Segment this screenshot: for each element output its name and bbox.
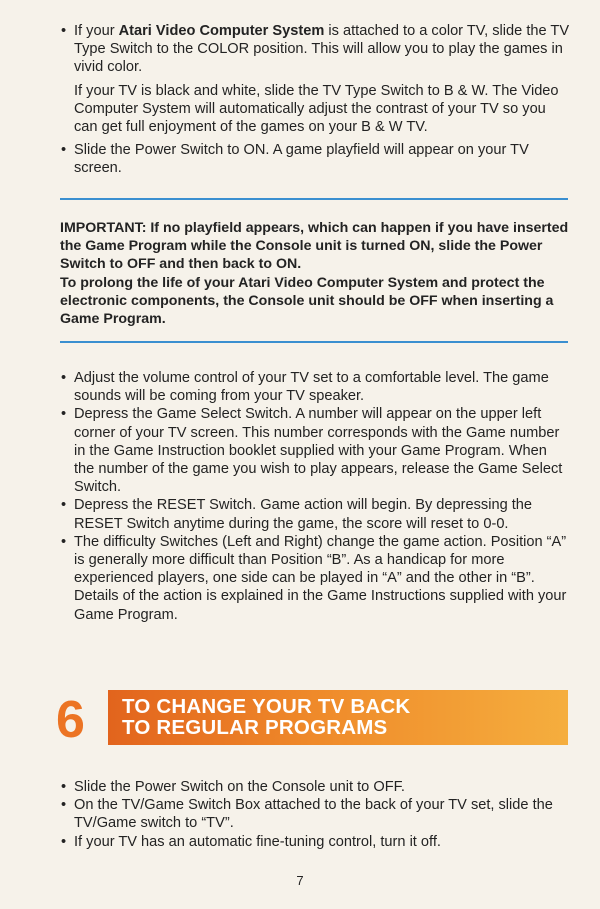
page-number: 7 bbox=[296, 873, 304, 888]
list-item: • Depress the RESET Switch. Game action will begin. By depressing the RESET Switch anytime during the game, the score will reset to 0-0. bbox=[61, 497, 533, 532]
important-paragraph: To prolong the life of your Atari Video Computer System and protect the electronic components, the Console unit should be OFF when inserting a Game Program. bbox=[60, 274, 554, 328]
section-banner bbox=[108, 690, 568, 745]
section-title: TO CHANGE YOUR TV BACK TO REGULAR PROGRAMS bbox=[122, 695, 411, 739]
list-item: If your TV is black and white, slide the TV Type Switch to B & W. The Video Computer System will automatically adjust the contrast of your TV so you can get full enjoyment of the games on your B & W TV. bbox=[74, 82, 559, 136]
setup-instructions bbox=[60, 22, 570, 178]
list-item: • Slide the Power Switch to ON. A game playfield will appear on your TV screen. bbox=[61, 142, 529, 177]
restore-tv-instructions bbox=[60, 778, 570, 851]
list-item: • Adjust the volume control of your TV set to a comfortable level. The game sounds will be coming from your TV speaker. bbox=[61, 370, 549, 405]
list-item: • The difficulty Switches (Left and Right) change the game action. Position “A” is generally more difficult than Position “B”. As a handicap for more experienced players, one side can be played in “A” and the other in “B”. Details of the action is explained in the Game Instructions supplied with your Game Program. bbox=[61, 533, 567, 623]
divider-bottom bbox=[60, 341, 568, 343]
product-name: Atari Video Computer System bbox=[118, 23, 325, 39]
important-paragraph: IMPORTANT: If no playfield appears, which can happen if you have inserted the Game Program while the Console unit is turned ON, slide the Power Switch to OFF and then back to ON. bbox=[60, 220, 569, 273]
important-notice bbox=[60, 219, 570, 328]
list-item: • If your Atari Video Computer System is attached to a color TV, slide the TV Type Switch to the COLOR position. This will allow you to play the games in vivid color. bbox=[61, 23, 570, 76]
list-item: • Slide the Power Switch on the Console unit to OFF. bbox=[61, 779, 405, 795]
operation-instructions bbox=[60, 369, 570, 624]
divider-top bbox=[60, 198, 568, 200]
section-number: 6 bbox=[56, 691, 85, 749]
list-item: • Depress the Game Select Switch. A number will appear on the upper left corner of your TV screen. This number corresponds with the Game number in the Game Instruction booklet supplied with your Game Program. When the number of the game you wish to play appears, release the Game Select Switch. bbox=[61, 406, 563, 496]
list-item: • If your TV has an automatic fine-tuning control, turn it off. bbox=[61, 833, 441, 850]
list-item: • On the TV/Game Switch Box attached to the back of your TV set, slide the TV/Game switch to “TV”. bbox=[61, 797, 553, 832]
